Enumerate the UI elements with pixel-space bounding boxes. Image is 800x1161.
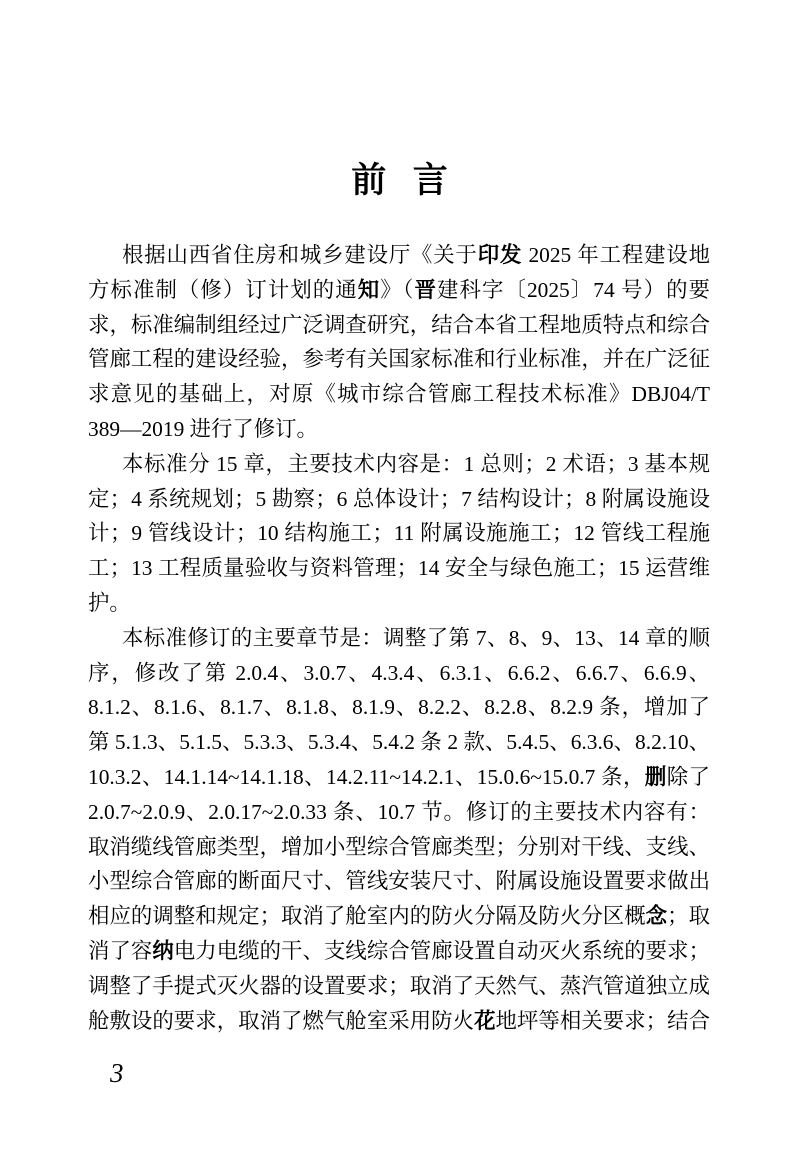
text-line: [88, 969, 710, 1004]
text-segment: 花: [474, 1008, 496, 1033]
text-segment: 10.3.2、14.1.14~14.1.18、14.2.11~14.2.1、15.0.6~15.0.7 条，: [88, 764, 645, 789]
text-line: [88, 238, 710, 273]
text-segment: 调整了手提式灭火器的设置要求；取消了天然气、蒸汽管道独立成: [88, 973, 710, 998]
text-line: [88, 725, 710, 760]
text-segment: 晋: [414, 277, 438, 302]
text-segment: 》（: [380, 277, 415, 302]
text-segment: 8.1.2、8.1.6、8.1.7、8.1.8、8.1.9、8.2.2、8.2.8、8.2.9 条，增加了: [88, 695, 710, 720]
text-segment: 相应的调整和规定；取消了舱室内的防火分隔及防火分区概: [88, 904, 646, 929]
text-line: [88, 447, 710, 482]
text-line: [88, 412, 710, 447]
text-segment: 护。: [88, 590, 131, 615]
text-segment: 方标准制（修）订计划的通: [88, 277, 358, 302]
text-segment: 定；4 系统规划；5 勘察；6 总体设计；7 结构设计；8 附属设施设: [88, 486, 710, 511]
text-line: [88, 273, 710, 308]
text-segment: 念: [645, 904, 668, 929]
text-segment: 小型综合管廊的断面尺寸、管线安装尺寸、附属设施设置要求做出: [88, 869, 710, 894]
text-line: [88, 934, 710, 969]
text-segment: 根据山西省住房和城乡建设厅《关于: [122, 243, 478, 267]
text-line: [88, 795, 710, 830]
text-segment: 地坪等相关要求；结合: [495, 1008, 710, 1033]
text-line: [88, 864, 710, 899]
text-line: [88, 377, 710, 412]
text-segment: 删: [644, 764, 667, 789]
text-segment: ；取: [667, 904, 710, 929]
text-segment: 2025 年工程建设地: [522, 243, 710, 267]
text-line: [88, 899, 710, 934]
text-segment: 求意见的基础上，对原《城市综合管廊工程技术标准》DBJ04/T: [88, 382, 710, 407]
text-segment: 2.0.7~2.0.9、2.0.17~2.0.33 条、10.7 节。修订的主要技术内容有：: [88, 799, 710, 824]
text-line: [88, 482, 710, 517]
text-segment: 389—2019 进行了修订。: [88, 416, 318, 441]
text-segment: 求，标准编制组经过广泛调查研究，结合本省工程地质特点和综合: [88, 312, 710, 337]
text-line: [88, 760, 710, 795]
text-segment: 管廊工程的建设经验，参考有关国家标准和行业标准，并在广泛征: [88, 347, 710, 372]
text-segment: 除了: [666, 764, 710, 789]
text-segment: 取消缆线管廊类型，增加小型综合管廊类型；分别对干线、支线、: [88, 834, 710, 859]
text-segment: 计；9 管线设计；10 结构施工；11 附属设施施工；12 管线工程施: [88, 521, 710, 546]
text-segment: 舱敷设的要求，取消了燃气舱室采用防火: [88, 1008, 475, 1033]
document-body: [88, 238, 710, 1038]
text-segment: 建科字〔2025〕74 号）的要: [437, 277, 710, 302]
text-segment: 消了容: [88, 938, 153, 963]
text-line: [88, 1004, 710, 1039]
text-segment: 知: [357, 277, 381, 302]
page-title: 前 言: [351, 161, 449, 200]
text-segment: 纳: [152, 938, 174, 963]
text-line: [88, 621, 710, 656]
text-segment: 序，修改了第 2.0.4、3.0.7、4.3.4、6.3.1、6.6.2、6.6.7、6.6.9、: [88, 660, 710, 685]
text-line: [88, 690, 710, 725]
text-segment: 第 5.1.3、5.1.5、5.3.3、5.3.4、5.4.2 条 2 款、5.4.5、6.3.6、8.2.10、: [88, 730, 710, 755]
text-segment: 印发: [477, 243, 523, 267]
text-segment: 工；13 工程质量验收与资料管理；14 安全与绿色施工；15 运营维: [88, 556, 710, 581]
text-segment: 本标准修订的主要章节是：调整了第 7、8、9、13、14 章的顺: [122, 625, 710, 650]
text-line: [88, 586, 710, 621]
text-line: [88, 516, 710, 551]
text-line: [88, 551, 710, 586]
text-line: [88, 830, 710, 865]
text-line: [88, 342, 710, 377]
text-line: [88, 308, 710, 343]
text-segment: 本标准分 15 章，主要技术内容是：1 总则；2 术语；3 基本规: [122, 451, 710, 476]
text-segment: 电力电缆的干、支线综合管廊设置自动灭火系统的要求；: [173, 938, 710, 963]
page-number: 3: [110, 1058, 124, 1088]
text-line: [88, 656, 710, 691]
